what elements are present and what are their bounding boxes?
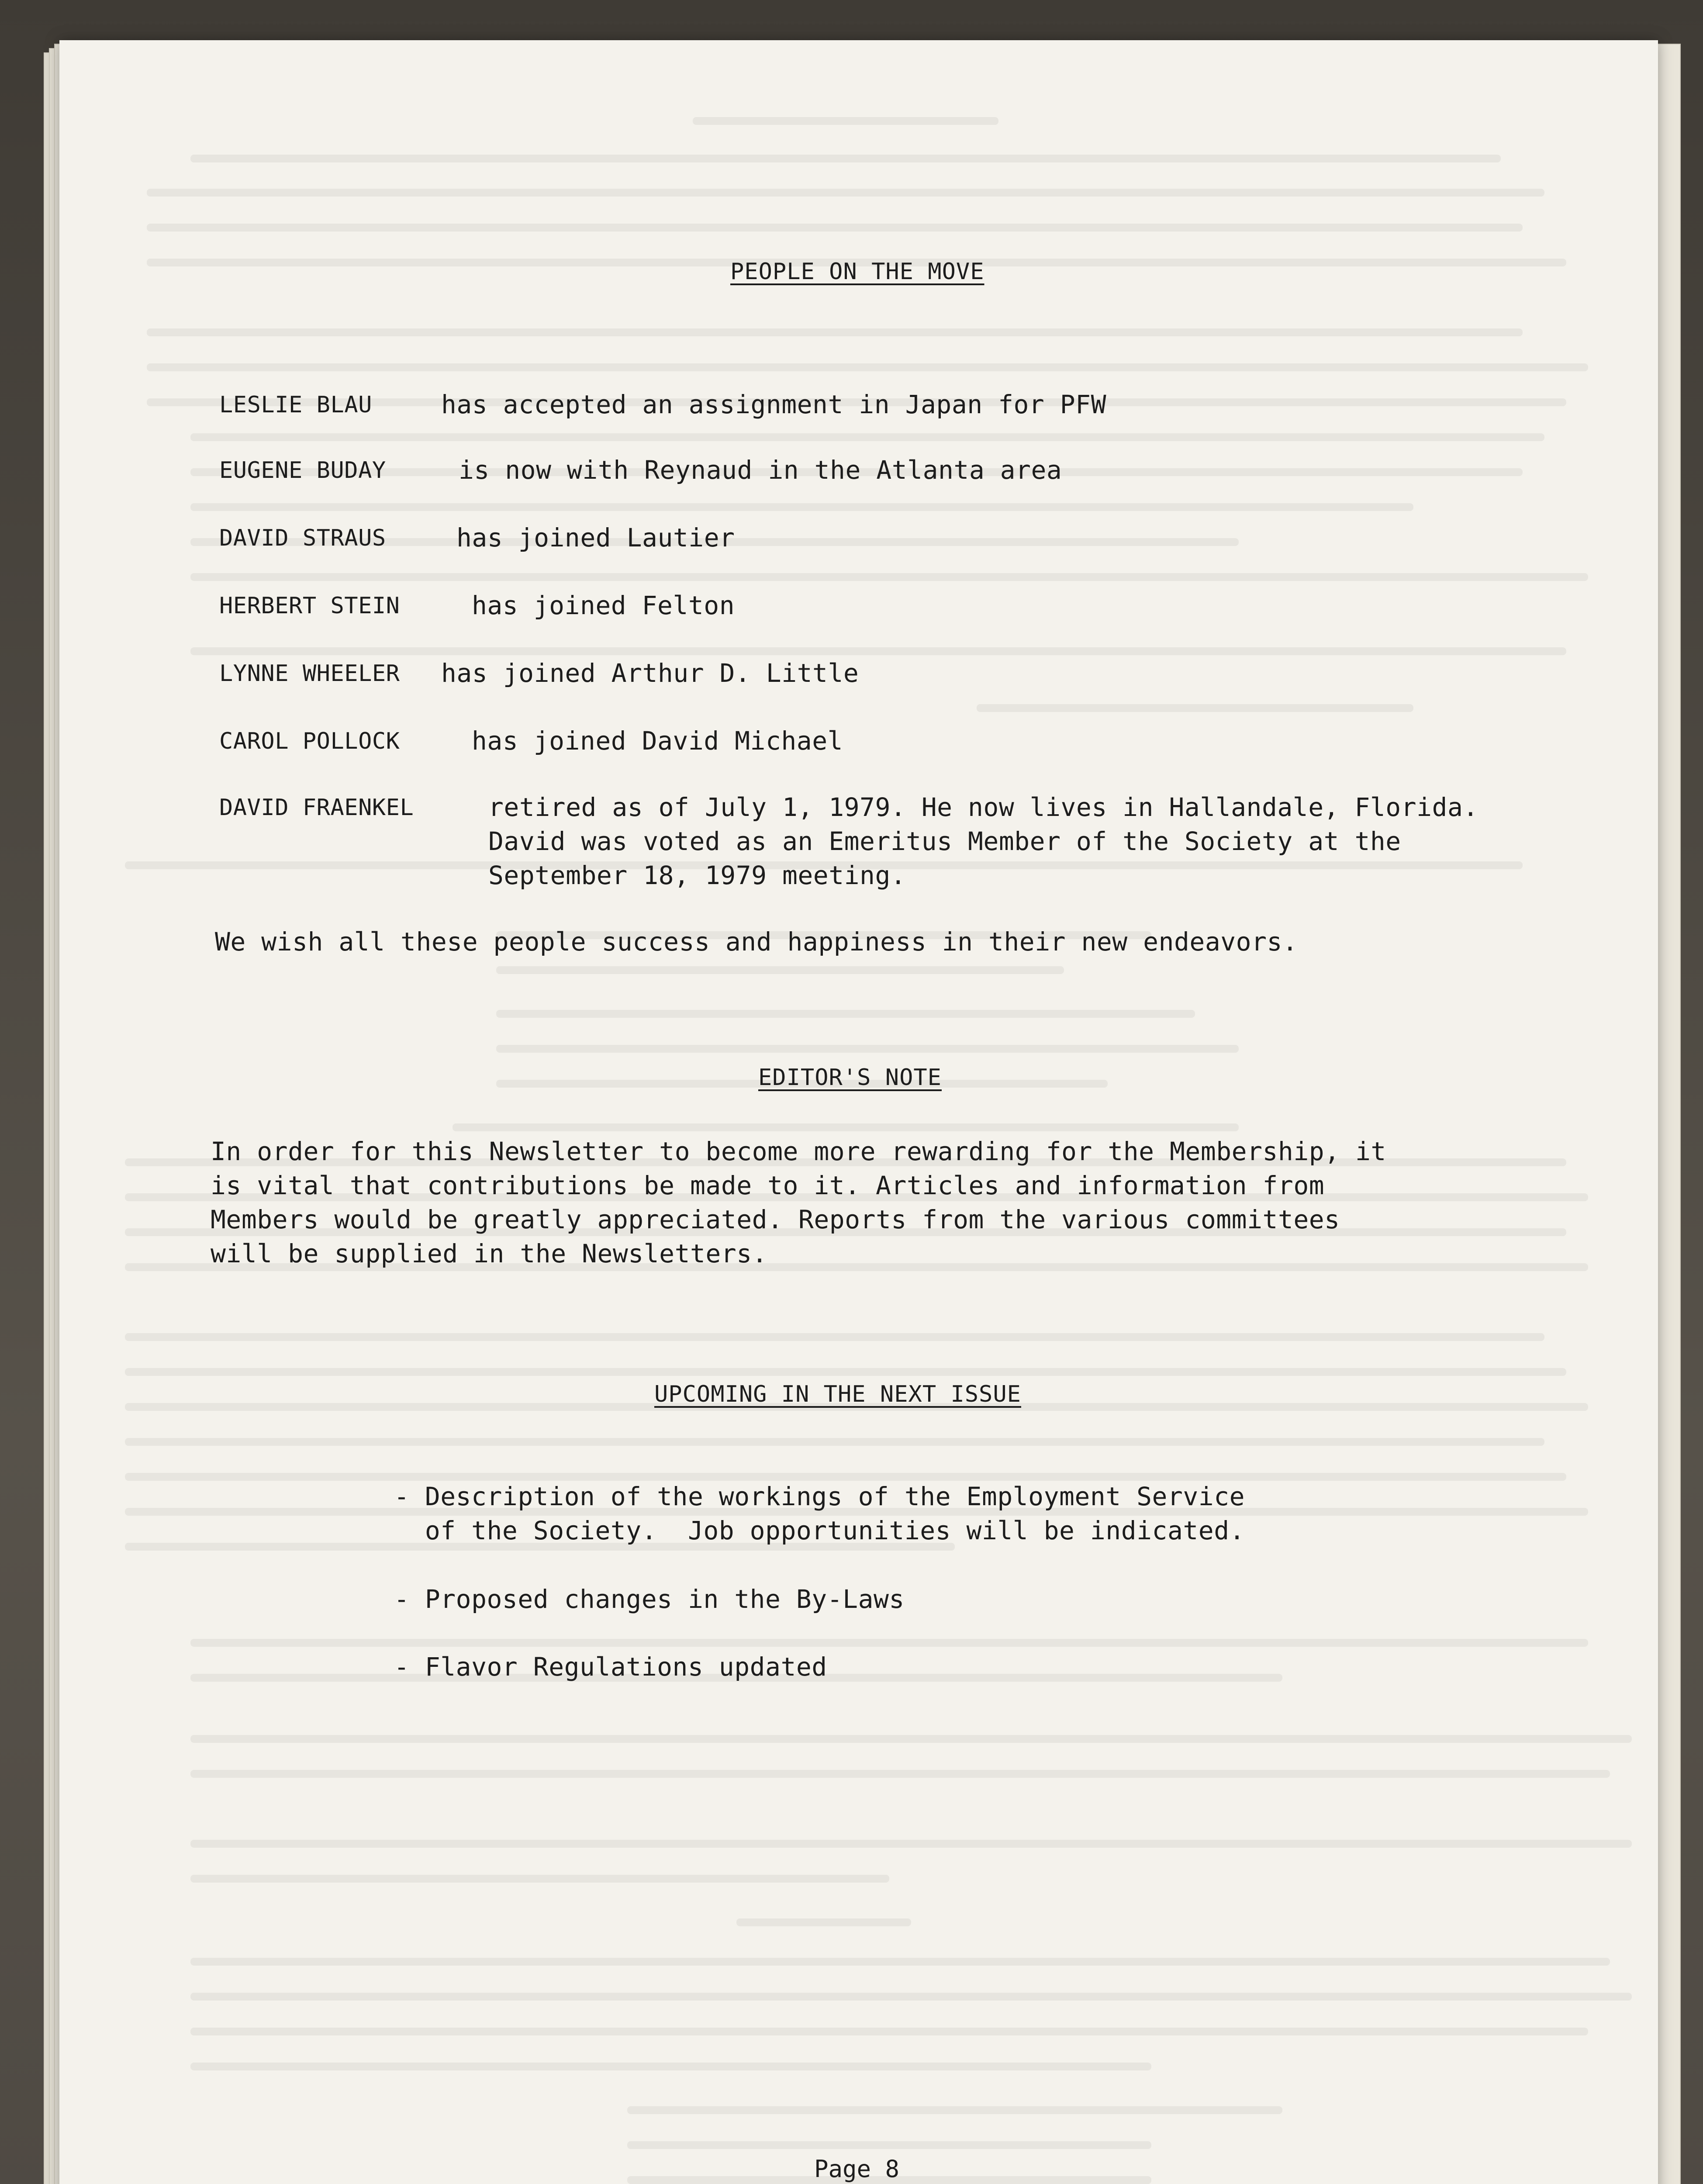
upcoming-item-line: - Flavor Regulations updated: [394, 1652, 827, 1682]
entry-name: LESLIE BLAU: [219, 392, 372, 418]
closing-text: We wish all these people success and happiness in their new endeavors.: [215, 927, 1298, 957]
entry-text: has joined Arthur D. Little: [441, 658, 859, 688]
upcoming-item-line: - Proposed changes in the By-Laws: [394, 1584, 905, 1614]
entry-name: LYNNE WHEELER: [219, 660, 400, 687]
entry-text-line: September 18, 1979 meeting.: [488, 860, 906, 890]
entry-name: CAROL POLLOCK: [219, 728, 400, 754]
entry-name: DAVID STRAUS: [219, 525, 386, 551]
entry-text: has accepted an assignment in Japan for PFW: [441, 390, 1107, 419]
editors-note-line: In order for this Newsletter to become more rewarding for the Membership, it: [211, 1137, 1386, 1166]
entry-name: HERBERT STEIN: [219, 593, 400, 619]
page-number: Page 8: [814, 2155, 900, 2183]
entry-text-line: David was voted as an Emeritus Member of the Society at the: [488, 826, 1401, 856]
editors-note-line: will be supplied in the Newsletters.: [211, 1239, 768, 1268]
newsletter-page: [59, 40, 1658, 2184]
entry-text: is now with Reynaud in the Atlanta area: [459, 455, 1062, 485]
upcoming-item-line: of the Society. Job opportunities will be indicated.: [394, 1516, 1245, 1545]
page-content: [59, 40, 1658, 2184]
entry-text: has joined David Michael: [472, 726, 843, 756]
entry-text-line: retired as of July 1, 1979. He now lives in Hallandale, Florida.: [488, 792, 1478, 822]
upcoming-heading: UPCOMING IN THE NEXT ISSUE: [654, 1381, 1021, 1407]
upcoming-item-line: - Description of the workings of the Employment Service: [394, 1482, 1245, 1511]
entry-name: DAVID FRAENKEL: [219, 795, 414, 821]
entry-text: has joined Lautier: [456, 523, 735, 553]
editors-note-line: is vital that contributions be made to it. Articles and information from: [211, 1171, 1325, 1200]
people-on-the-move-heading: PEOPLE ON THE MOVE: [730, 259, 984, 285]
editors-note-line: Members would be greatly appreciated. Reports from the various committees: [211, 1205, 1340, 1234]
entry-text: has joined Felton: [472, 591, 735, 620]
entry-name: EUGENE BUDAY: [219, 457, 386, 484]
editors-note-heading: EDITOR'S NOTE: [758, 1064, 942, 1091]
